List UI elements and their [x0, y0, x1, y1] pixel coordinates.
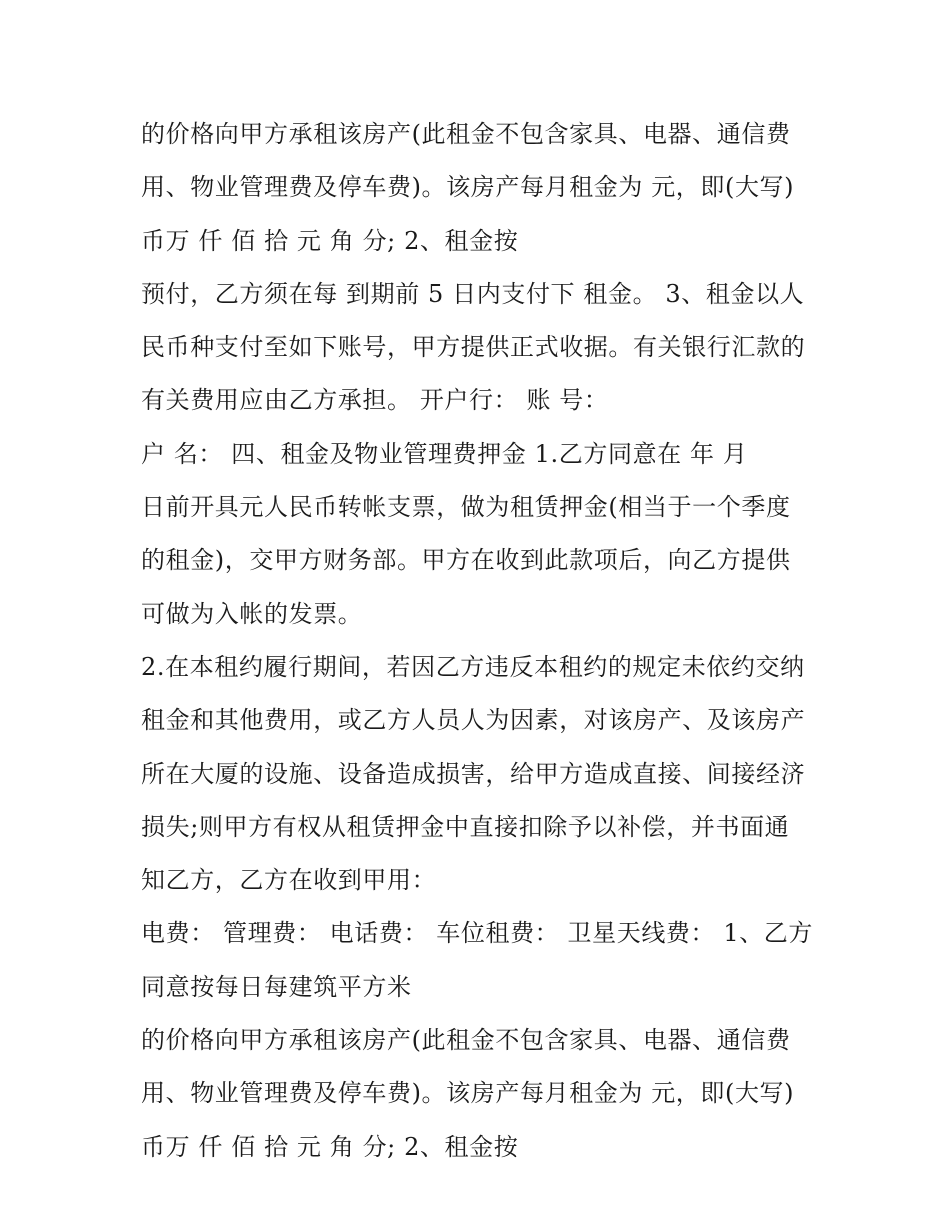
- text-line: 知乙方，乙方在收到甲用：: [141, 866, 437, 895]
- text-line: 户 名： 四、租金及物业管理费押金 1.乙方同意在 年 月: [141, 439, 748, 468]
- text-line: 币万 仟 佰 拾 元 角 分; 2、租金按: [141, 226, 519, 255]
- text-line: 可做为入帐的发票。: [141, 599, 363, 628]
- text-line: 币万 仟 佰 拾 元 角 分; 2、租金按: [141, 1132, 519, 1161]
- text-line: 的价格向甲方承租该房产(此租金不包含家具、电器、通信费: [141, 120, 791, 148]
- text-line: 用、物业管理费及停车费)。该房产每月租金为 元，即(大写): [141, 1079, 795, 1108]
- text-line: 有关费用应由乙方承担。 开户行： 账 号：: [141, 386, 609, 415]
- text-line: 同意按每日每建筑平方米: [141, 972, 412, 1001]
- text-line: 民币种支付至如下账号，甲方提供正式收据。有关银行汇款的: [141, 333, 806, 362]
- text-line: 电费： 管理费： 电话费： 车位租费： 卫星天线费： 1、乙方: [141, 919, 814, 948]
- text-line: 2.在本租约履行期间，若因乙方违反本租约的规定未依约交纳: [141, 652, 805, 681]
- text-line: 的租金)，交甲方财务部。甲方在收到此款项后，向乙方提供: [141, 546, 791, 575]
- text-line: 预付，乙方须在每 到期前 5 日内支付下 租金。 3、租金以人: [141, 279, 805, 308]
- text-line: 的价格向甲方承租该房产(此租金不包含家具、电器、通信费: [141, 1026, 791, 1055]
- text-line: 日前开具元人民币转帐支票，做为租赁押金(相当于一个季度: [141, 493, 791, 522]
- document-body: [141, 108, 821, 1174]
- text-line: 所在大厦的设施、设备造成损害，给甲方造成直接、间接经济: [141, 759, 806, 788]
- text-line: 用、物业管理费及停车费)。该房产每月租金为 元，即(大写): [141, 173, 795, 202]
- text-line: 损失;则甲方有权从租赁押金中直接扣除予以补偿，并书面通: [141, 812, 790, 841]
- text-line: 租金和其他费用，或乙方人员人为因素，对该房产、及该房产: [141, 706, 806, 735]
